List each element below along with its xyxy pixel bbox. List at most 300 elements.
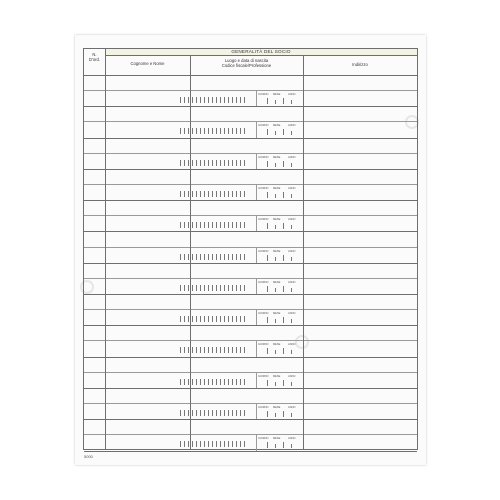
tax-code-char-tick <box>180 222 181 228</box>
order-number-header <box>84 52 105 62</box>
date-year-label: ANNO <box>288 374 296 378</box>
tax-code-char-tick <box>204 191 205 197</box>
tax-code-char-tick <box>184 410 185 416</box>
tax-code-char-tick <box>208 379 209 385</box>
row-divider <box>84 121 417 122</box>
tax-code-char-tick <box>216 128 217 134</box>
tax-code-char-tick <box>216 222 217 228</box>
tax-code-char-tick <box>204 410 205 416</box>
tax-code-char-tick <box>192 410 193 416</box>
tax-code-char-tick <box>224 316 225 322</box>
birth-date-field[interactable] <box>257 404 300 419</box>
tax-code-char-tick <box>232 97 233 103</box>
date-tick <box>291 413 292 417</box>
tax-code-char-tick <box>212 410 213 416</box>
tax-code-char-tick <box>244 222 245 228</box>
date-month-label: MESE <box>273 124 281 128</box>
tax-code-char-tick <box>232 222 233 228</box>
table-row <box>84 325 417 357</box>
date-tick <box>275 382 276 386</box>
tax-code-char-tick <box>240 379 241 385</box>
tax-code-char-tick <box>232 347 233 353</box>
date-tick <box>267 411 268 417</box>
row-divider <box>84 372 417 373</box>
date-tick <box>267 223 268 229</box>
tax-code-char-tick <box>208 347 209 353</box>
tax-code-char-tick <box>216 254 217 260</box>
date-year-label: ANNO <box>288 406 296 409</box>
date-day-label: GIORNO <box>258 343 269 347</box>
tax-code-char-tick <box>232 441 233 447</box>
date-month-label: MESE <box>273 343 281 347</box>
tax-code-char-tick <box>244 347 245 353</box>
date-tick <box>291 131 292 135</box>
tax-code-char-tick <box>224 254 225 260</box>
tax-code-char-tick <box>240 160 241 166</box>
date-tick <box>275 444 276 448</box>
tax-code-char-tick <box>208 191 209 197</box>
table-row <box>84 138 417 170</box>
date-day-label: GIORNO <box>258 186 269 190</box>
tax-code-char-tick <box>232 285 233 291</box>
tax-code-char-tick <box>184 222 185 228</box>
tax-code-char-tick <box>236 410 237 416</box>
tax-code-char-tick <box>200 285 201 291</box>
date-tick <box>267 161 268 167</box>
tax-code-char-tick <box>212 160 213 166</box>
tax-code-char-tick <box>208 97 209 103</box>
date-tick <box>283 442 284 448</box>
tax-code-char-tick <box>188 191 189 197</box>
date-tick <box>291 319 292 323</box>
tax-code-char-tick <box>192 128 193 134</box>
tax-code-char-tick <box>212 222 213 228</box>
date-tick <box>267 286 268 292</box>
tax-code-char-tick <box>180 379 181 385</box>
tax-code-char-tick <box>216 160 217 166</box>
tax-code-char-tick <box>180 316 181 322</box>
tax-code-char-tick <box>220 379 221 385</box>
tax-code-char-tick <box>200 191 201 197</box>
date-tick <box>275 350 276 354</box>
tax-code-char-tick <box>232 379 233 385</box>
tax-code-char-tick <box>184 254 185 260</box>
tax-code-char-tick <box>244 379 245 385</box>
tax-code-char-tick <box>216 347 217 353</box>
tax-code-char-tick <box>192 97 193 103</box>
date-tick <box>291 225 292 229</box>
row-divider <box>84 403 417 404</box>
tax-code-char-tick <box>208 410 209 416</box>
tax-code-char-tick <box>244 191 245 197</box>
row-divider <box>84 215 417 216</box>
table-row <box>84 232 417 264</box>
date-month-label: MESE <box>273 186 281 190</box>
tax-code-char-tick <box>220 160 221 166</box>
birth-date-field[interactable] <box>257 248 300 263</box>
date-day-label: GIORNO <box>258 280 269 284</box>
row-divider <box>84 434 417 435</box>
table-header <box>84 49 417 76</box>
tax-code-char-tick <box>216 191 217 197</box>
tax-code-char-tick <box>188 379 189 385</box>
birth-date-field[interactable] <box>257 91 300 106</box>
form-code: 5000 <box>84 454 93 459</box>
tax-code-char-tick <box>192 160 193 166</box>
tax-code-char-tick <box>184 441 185 447</box>
date-tick <box>291 163 292 167</box>
tax-code-char-tick <box>184 316 185 322</box>
date-day-label: GIORNO <box>258 218 269 222</box>
date-tick <box>275 413 276 417</box>
tax-code-char-tick <box>188 160 189 166</box>
date-day-label: GIORNO <box>258 124 269 128</box>
tax-code-char-tick <box>216 97 217 103</box>
tax-code-char-tick <box>180 97 181 103</box>
tax-code-char-tick <box>208 316 209 322</box>
date-day-label: GIORNO <box>258 374 269 378</box>
order-number-label: N. <box>92 52 97 57</box>
tax-code-label: Codice fiscale/Professione <box>221 63 272 68</box>
date-year-label: ANNO <box>288 155 296 159</box>
tax-code-char-tick <box>228 128 229 134</box>
row-divider <box>84 153 417 154</box>
date-year-label: ANNO <box>288 343 296 347</box>
date-month-label: MESE <box>273 312 281 316</box>
birth-date-field[interactable] <box>257 341 300 356</box>
tax-code-char-tick <box>196 160 197 166</box>
tax-code-char-tick <box>244 316 245 322</box>
tax-code-char-tick <box>224 410 225 416</box>
tax-code-char-tick <box>228 97 229 103</box>
date-year-label: ANNO <box>288 186 296 190</box>
date-tick <box>275 100 276 104</box>
tax-code-char-tick <box>220 97 221 103</box>
tax-code-char-tick <box>200 410 201 416</box>
tax-code-char-tick <box>204 160 205 166</box>
tax-code-char-tick <box>212 254 213 260</box>
tax-code-char-tick <box>188 97 189 103</box>
tax-code-char-tick <box>240 347 241 353</box>
date-tick <box>275 194 276 198</box>
tax-code-char-tick <box>204 285 205 291</box>
date-tick <box>291 100 292 104</box>
tax-code-char-tick <box>208 254 209 260</box>
date-tick <box>267 98 268 104</box>
date-tick <box>275 257 276 261</box>
date-tick <box>267 380 268 386</box>
tax-code-char-tick <box>212 316 213 322</box>
date-tick <box>291 350 292 354</box>
date-month-label: MESE <box>273 249 281 253</box>
date-tick <box>291 288 292 292</box>
table-row <box>84 294 417 326</box>
tax-code-char-tick <box>188 254 189 260</box>
tax-code-char-tick <box>236 160 237 166</box>
tax-code-char-tick <box>216 379 217 385</box>
tax-code-char-tick <box>212 128 213 134</box>
tax-code-char-tick <box>212 191 213 197</box>
tax-code-char-tick <box>244 97 245 103</box>
birth-date-field[interactable] <box>257 373 300 388</box>
tax-code-char-tick <box>204 222 205 228</box>
tax-code-char-tick <box>180 191 181 197</box>
date-tick <box>275 225 276 229</box>
tax-code-char-tick <box>220 222 221 228</box>
tax-code-char-tick <box>184 97 185 103</box>
tax-code-char-tick <box>188 222 189 228</box>
tax-code-char-tick <box>244 254 245 260</box>
tax-code-char-tick <box>216 316 217 322</box>
tax-code-char-tick <box>188 347 189 353</box>
tax-code-char-tick <box>212 347 213 353</box>
tax-code-char-tick <box>232 254 233 260</box>
tax-code-char-tick <box>228 191 229 197</box>
section-title: GENERALITÀ DEL SOCIO <box>231 49 291 54</box>
table-row <box>84 169 417 201</box>
tax-code-char-tick <box>232 128 233 134</box>
order-number-label: D'ord. <box>88 57 101 62</box>
tax-code-char-tick <box>200 160 201 166</box>
tax-code-char-tick <box>196 285 197 291</box>
tax-code-char-tick <box>180 410 181 416</box>
tax-code-char-tick <box>240 316 241 322</box>
tax-code-char-tick <box>240 285 241 291</box>
tax-code-char-tick <box>180 254 181 260</box>
tax-code-char-tick <box>180 441 181 447</box>
date-day-label: GIORNO <box>258 406 269 409</box>
birth-date-field[interactable] <box>257 435 300 450</box>
birth-date-field[interactable] <box>257 122 300 137</box>
tax-code-char-tick <box>240 254 241 260</box>
date-year-label: ANNO <box>288 280 296 284</box>
date-tick <box>275 163 276 167</box>
column-divider <box>303 75 304 449</box>
date-tick <box>283 317 284 323</box>
tax-code-char-tick <box>196 316 197 322</box>
tax-code-char-tick <box>220 316 221 322</box>
birth-date-field[interactable] <box>257 154 300 169</box>
tax-code-char-tick <box>240 97 241 103</box>
tax-code-char-tick <box>204 441 205 447</box>
section-title-band <box>105 49 417 56</box>
tax-code-char-tick <box>212 97 213 103</box>
birth-date-field[interactable] <box>257 279 300 294</box>
row-divider <box>84 309 417 310</box>
register-table <box>83 48 418 450</box>
tax-code-char-tick <box>216 441 217 447</box>
tax-code-char-tick <box>220 191 221 197</box>
tax-code-char-tick <box>236 316 237 322</box>
birth-date-field[interactable] <box>257 310 300 325</box>
tax-code-char-tick <box>224 285 225 291</box>
date-year-label: ANNO <box>288 93 296 96</box>
tax-code-char-tick <box>236 285 237 291</box>
tax-code-char-tick <box>200 441 201 447</box>
date-month-label: MESE <box>273 374 281 378</box>
table-row <box>84 200 417 232</box>
tax-code-char-tick <box>180 160 181 166</box>
date-tick <box>283 98 284 104</box>
date-month-label: MESE <box>273 218 281 222</box>
tax-code-char-tick <box>184 191 185 197</box>
tax-code-char-tick <box>224 379 225 385</box>
date-tick <box>283 348 284 354</box>
tax-code-char-tick <box>188 410 189 416</box>
tax-code-char-tick <box>224 191 225 197</box>
tax-code-char-tick <box>196 410 197 416</box>
tax-code-char-tick <box>204 347 205 353</box>
date-day-label: GIORNO <box>258 93 269 96</box>
tax-code-char-tick <box>236 191 237 197</box>
date-year-label: ANNO <box>288 437 296 441</box>
tax-code-char-tick <box>188 316 189 322</box>
tax-code-char-tick <box>240 128 241 134</box>
tax-code-char-tick <box>200 316 201 322</box>
tax-code-char-tick <box>220 254 221 260</box>
date-tick <box>283 380 284 386</box>
date-tick <box>283 192 284 198</box>
tax-code-char-tick <box>200 379 201 385</box>
tax-code-char-tick <box>196 222 197 228</box>
tax-code-char-tick <box>192 379 193 385</box>
birth-header <box>190 58 303 68</box>
tax-code-char-tick <box>232 316 233 322</box>
date-day-label: GIORNO <box>258 437 269 441</box>
date-tick <box>283 411 284 417</box>
tax-code-char-tick <box>196 97 197 103</box>
tax-code-char-tick <box>244 285 245 291</box>
tax-code-char-tick <box>184 160 185 166</box>
tax-code-char-tick <box>224 160 225 166</box>
column-divider <box>190 75 191 449</box>
date-tick <box>267 348 268 354</box>
tax-code-char-tick <box>224 128 225 134</box>
tax-code-char-tick <box>204 316 205 322</box>
tax-code-char-tick <box>208 128 209 134</box>
date-tick <box>283 161 284 167</box>
tax-code-char-tick <box>228 285 229 291</box>
date-day-label: GIORNO <box>258 249 269 253</box>
row-divider <box>84 90 417 91</box>
tax-code-char-tick <box>232 160 233 166</box>
tax-code-char-tick <box>224 222 225 228</box>
date-month-label: MESE <box>273 93 281 96</box>
date-tick <box>291 382 292 386</box>
tax-code-char-tick <box>200 254 201 260</box>
tax-code-char-tick <box>192 254 193 260</box>
date-tick <box>291 257 292 261</box>
date-tick <box>267 317 268 323</box>
date-tick <box>275 288 276 292</box>
tax-code-char-tick <box>184 347 185 353</box>
tax-code-char-tick <box>200 128 201 134</box>
date-tick <box>267 129 268 135</box>
tax-code-char-tick <box>184 379 185 385</box>
row-divider <box>84 247 417 248</box>
birth-date-field[interactable] <box>257 216 300 231</box>
date-tick <box>267 192 268 198</box>
tax-code-char-tick <box>204 97 205 103</box>
date-tick <box>275 131 276 135</box>
date-year-label: ANNO <box>288 124 296 128</box>
name-header: Cognome e Nome <box>130 61 165 66</box>
tax-code-char-tick <box>196 379 197 385</box>
tax-code-char-tick <box>228 347 229 353</box>
tax-code-char-tick <box>220 410 221 416</box>
tax-code-char-tick <box>244 410 245 416</box>
form-sheet <box>75 35 426 465</box>
tax-code-char-tick <box>196 347 197 353</box>
tax-code-char-tick <box>232 410 233 416</box>
birth-date-field[interactable] <box>257 185 300 200</box>
tax-code-char-tick <box>208 222 209 228</box>
tax-code-char-tick <box>200 347 201 353</box>
tax-code-char-tick <box>236 441 237 447</box>
tax-code-char-tick <box>224 441 225 447</box>
date-year-label: ANNO <box>288 218 296 222</box>
tax-code-char-tick <box>212 285 213 291</box>
tax-code-char-tick <box>192 347 193 353</box>
date-tick <box>275 319 276 323</box>
tax-code-char-tick <box>228 222 229 228</box>
table-row <box>84 263 417 295</box>
tax-code-char-tick <box>228 379 229 385</box>
tax-code-char-tick <box>220 285 221 291</box>
date-tick <box>283 129 284 135</box>
tax-code-char-tick <box>224 347 225 353</box>
tax-code-char-tick <box>180 128 181 134</box>
date-month-label: MESE <box>273 437 281 441</box>
tax-code-char-tick <box>228 254 229 260</box>
tax-code-char-tick <box>200 222 201 228</box>
tax-code-char-tick <box>184 128 185 134</box>
date-tick <box>291 444 292 448</box>
tax-code-char-tick <box>208 285 209 291</box>
tax-code-char-tick <box>204 128 205 134</box>
tax-code-char-tick <box>244 441 245 447</box>
tax-code-char-tick <box>216 410 217 416</box>
tax-code-char-tick <box>204 379 205 385</box>
tax-code-char-tick <box>232 191 233 197</box>
address-header: Indirizzo <box>352 62 368 67</box>
tax-code-char-tick <box>196 254 197 260</box>
tax-code-char-tick <box>244 160 245 166</box>
tax-code-char-tick <box>192 441 193 447</box>
tax-code-char-tick <box>240 441 241 447</box>
tax-code-char-tick <box>236 97 237 103</box>
tax-code-char-tick <box>196 441 197 447</box>
date-day-label: GIORNO <box>258 155 269 159</box>
tax-code-char-tick <box>208 441 209 447</box>
tax-code-char-tick <box>228 160 229 166</box>
tax-code-char-tick <box>236 254 237 260</box>
tax-code-char-tick <box>236 128 237 134</box>
tax-code-char-tick <box>240 410 241 416</box>
table-row <box>84 419 417 451</box>
tax-code-char-tick <box>228 410 229 416</box>
tax-code-char-tick <box>244 128 245 134</box>
tax-code-char-tick <box>236 222 237 228</box>
tax-code-char-tick <box>212 441 213 447</box>
tax-code-char-tick <box>188 128 189 134</box>
tax-code-char-tick <box>228 441 229 447</box>
date-tick <box>283 255 284 261</box>
tax-code-char-tick <box>204 254 205 260</box>
date-day-label: GIORNO <box>258 312 269 316</box>
tax-code-char-tick <box>192 316 193 322</box>
column-divider <box>105 75 106 449</box>
